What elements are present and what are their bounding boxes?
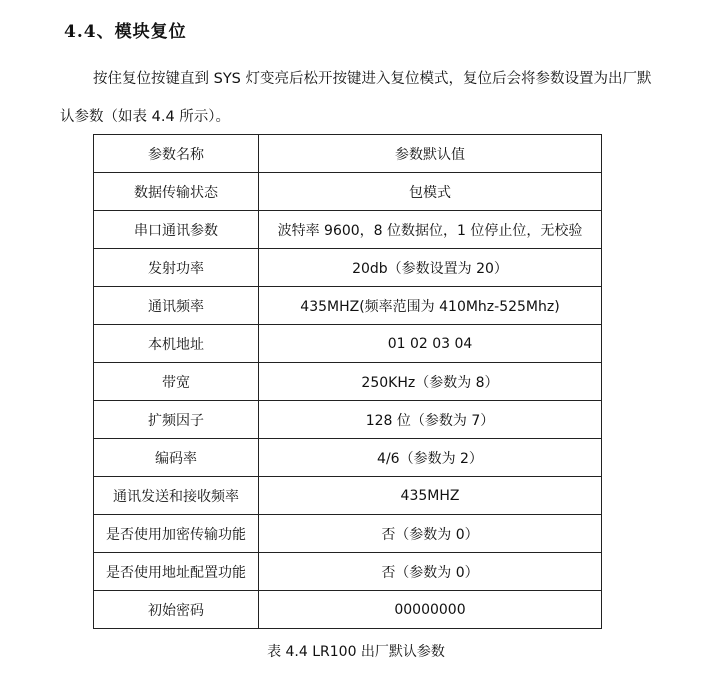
paragraph-line-1: 按住复位按键直到 SYS 灯变亮后松开按键进入复位模式，复位后会将参数设置为出厂默 [93, 71, 652, 87]
table-row [94, 173, 602, 211]
param-name-cell: 通讯发送和接收频率 [94, 477, 259, 515]
paragraph-line-2: 认参数（如表 4.4 所示）。 [60, 109, 231, 125]
table-row [94, 363, 602, 401]
table-row [94, 325, 602, 363]
param-value-cell: 否（参数为 0） [259, 553, 602, 591]
table-header-row [94, 135, 602, 173]
param-name-cell: 编码率 [94, 439, 259, 477]
param-value-cell: 00000000 [259, 591, 602, 629]
param-value-cell: 20db（参数设置为 20） [259, 249, 602, 287]
param-name-cell: 是否使用地址配置功能 [94, 553, 259, 591]
param-value-cell: 4/6（参数为 2） [259, 439, 602, 477]
param-name-cell: 带宽 [94, 363, 259, 401]
param-name-cell: 扩频因子 [94, 401, 259, 439]
table-row [94, 477, 602, 515]
table-row [94, 249, 602, 287]
param-name-cell: 发射功率 [94, 249, 259, 287]
param-name-cell: 串口通讯参数 [94, 211, 259, 249]
default-parameters-table [93, 134, 602, 629]
header-param-name: 参数名称 [94, 135, 259, 173]
table-row [94, 515, 602, 553]
param-value-cell: 128 位（参数为 7） [259, 401, 602, 439]
param-name-cell: 通讯频率 [94, 287, 259, 325]
param-value-cell: 435MHZ [259, 477, 602, 515]
table-row [94, 591, 602, 629]
param-name-cell: 初始密码 [94, 591, 259, 629]
param-value-cell: 435MHZ(频率范围为 410Mhz-525Mhz) [259, 287, 602, 325]
param-value-cell: 波特率 9600，8 位数据位，1 位停止位，无校验 [259, 211, 602, 249]
param-value-cell: 包模式 [259, 173, 602, 211]
param-value-cell: 01 02 03 04 [259, 325, 602, 363]
param-name-cell: 本机地址 [94, 325, 259, 363]
table-caption: 表 4.4 LR100 出厂默认参数 [267, 644, 445, 660]
section-heading: 4.4、模块复位 [64, 22, 187, 42]
param-name-cell: 是否使用加密传输功能 [94, 515, 259, 553]
table-row [94, 211, 602, 249]
table-row [94, 553, 602, 591]
header-param-default: 参数默认值 [259, 135, 602, 173]
table-row [94, 401, 602, 439]
param-name-cell: 数据传输状态 [94, 173, 259, 211]
table-row [94, 287, 602, 325]
table-row [94, 439, 602, 477]
param-value-cell: 否（参数为 0） [259, 515, 602, 553]
param-value-cell: 250KHz（参数为 8） [259, 363, 602, 401]
